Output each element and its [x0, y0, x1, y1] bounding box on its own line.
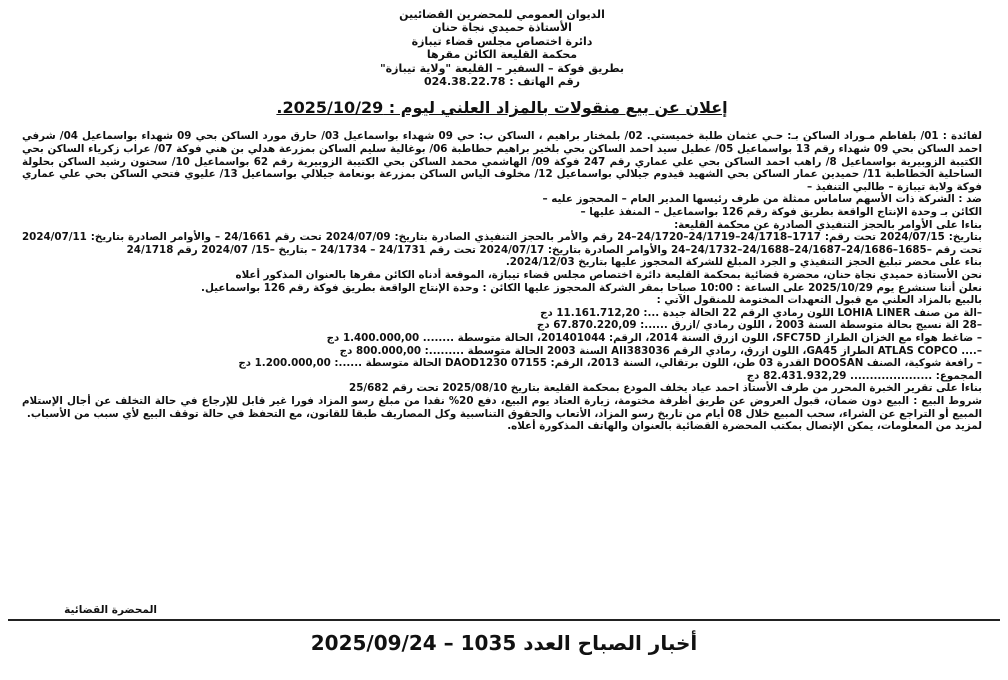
signature: المحضرة القضائية [64, 604, 157, 616]
body-paragraph: ضد : الشركة ذات الأسهم ساماس ممثلة من طرف رئيسها المدير العام – المحجوز عليه – [542, 193, 982, 206]
header-line-4: محكمة القليعة الكائن مقرها [426, 48, 578, 62]
item-line: – رافعة شوكية، الصنف DOOSAN القدرة 03 طن، اللون برتقالي، السنة 2013، الرقم: DAOD1230 07155 الحالة متوسطة ......: 1.200.000,00 دج [238, 357, 982, 370]
total-line: المجموع: ..................... 82.431.932,29 دج [746, 369, 982, 382]
auction-notice [22, 8, 982, 616]
header-line-3: دائرة اختصاص مجلس قضاء تيبازة [411, 34, 593, 48]
contact-line: لمزيد من المعلومات، يمكن الإتصال بمكتب المحضرة القضائية بالعنوان والهاتف المذكورة أعلاه. [507, 420, 982, 433]
item-line: – ضاغط هواء مع الخزان الطراز SFC75D، اللون ازرق السنة 2014، الرقم: 201401044، الحالة متوسطة ........ 1.400.000,00 دج [326, 331, 982, 344]
notice-title: إعلان عن بيع منقولات بالمزاد العلني ليوم : 2025/10/29. [276, 98, 728, 118]
body-paragraph: بتاريخ: 2024/07/15 تحت رقم: 1717–24/1718–24/1719–24/1720–24 رقم والأمر بالحجز التنفيذي الصادرة بتاريخ: 2024/07/09 تحت رقم 24/1661 – والأوامر الصادرة بتاريخ: 2024/07/11 تحت رقم –1685–24/1686–24/1687–24/1688–24/1732–24 والأوامر الصادرة بتاريخ: 2024/07/17 تحت رقم 24/1731 – 24/1734 – بتاريخ –15/ 2024/07 رقم 24/1718 [22, 231, 982, 256]
body-paragraph: بناءا على الأوامر بالحجز التنفيذي الصادرة عن محكمة القليعة: [674, 218, 982, 231]
item-line: –الة من صنف LOHIA LINER اللون رمادي الرقم 22 الحالة جيدة ...: 11.161.712,20 دج [540, 306, 982, 319]
header-line-1: الديوان العمومي للمحضرين القضائيين [399, 8, 605, 21]
body-paragraph: بناءا على تقرير الخبرة المحرر من طرف الأستاذ احمد عياد يخلف المودع بمحكمة القليعة بتاريخ 2025/08/10 تحت رقم 25/682 [349, 382, 982, 395]
body-paragraph: نحن الأستاذة حميدي نجاة حنان، محضرة قضائية بمحكمة القليعة دائرة اختصاص مجلس قضاء تيبازة، الموقعة أدناه الكائن مقرها بالعنوان المذكور أعلاه [235, 268, 982, 281]
notice-header [22, 8, 982, 88]
header-line-6: رقم الهاتف : 024.38.22.78 [424, 75, 580, 89]
sale-conditions: شروط البيع : البيع دون ضمان، قبول العروض عن طريق أظرفة مختومة، زيارة العتاد يوم البيع، دفع 20% نقدا من مبلغ رسو المزاد فورا غير قابل للإرجاع في حالة التخلف عن أجال الإستلام المبيع أو التراجع عن الشراء، سحب المبيع خلال 08 أيام من تاريخ رسو المزاد، الأتعاب والحقوق التناسبية وكل المصاريف طبقا للقانون، مع التحفظ في حالة توقف البيع لأي سبب من الأسباب. [22, 394, 983, 420]
body-paragraph: بناء على محضر تبليغ الحجز التنفيذي و الجرد المبلغ للشركة المحجوز عليها بتاريخ 2024/12/03. [505, 256, 982, 269]
body-paragraph: لفائدة : 01/ بلفاطم مـوراد الساكن بـ: حـي عثمان طلبة خميستي. 02/ بلمختار براهيم ، الساكن ب: حي 09 شهداء بواسماعيل 03/ حارق مورد الساكن بحي 09 شهداء بواسماعيل 04/ شرفي احمد الساكن بحي 09 شهداء رقم 13 بواسماعيل 05/ عطيل سيد احمد الساكن بحي بلخير براهيم حطاطبة 06/ بوغالية سليم الساكن بمزرعة هدلي بن هني فوكة 07/ عراب زكرياء الساكن بحي الكتيبة الزوبيرية بواسماعيل 8/ راهب احمد الساكن بحي علي عماري رقم 247 فوكة 09/ الهاشمي محمد الساكن بحي الكتيبة الزوبيرية رقم 62 بواسماعيل 10/ سحنون رشيد الساكن بحلولة الساحلية الخطاطبة 11/ حميدين عمار الساكن بحي الشهيد قيدوم جيلالي بواسماعيل 12/ مخلوف الياس الساكن بمزرعة بونعامة جيلالي بواسماعيل 13/ عليوي فتحي الساكن بحي علي عماري فوكة ولاية تيبازة – طالبي التنفيذ – [22, 130, 982, 193]
header-line-2: الأستاذة حميدي نجاة حنان [432, 21, 572, 35]
body-paragraph: الكائن بـ وحدة الإنتاج الواقعة بطريق فوكة رقم 126 بواسماعيل – المنفذ عليها – [580, 206, 982, 218]
notice-body [22, 130, 982, 432]
header-line-5: بطريق فوكة – السفير – القليعة "ولاية تيبازة" [379, 61, 625, 75]
footer-divider [8, 619, 1000, 621]
body-paragraph: نعلن أننا سنشرع يوم 2025/10/29 على الساعة : 10:00 صباحا بمقر الشركة المحجوز عليها الكائن : وحدة الإنتاج الواقعة بطريق فوكة رقم 126 بواسماعيل. [201, 281, 982, 294]
newspaper-footer: أخبار الصباح العدد 1035 – 2025/09/24 [310, 631, 698, 655]
body-paragraph: بالبيع بالمزاد العلني مع قبول التعهدات المختومة للمنقول الآتي : [656, 294, 982, 307]
item-line: –.... ATLAS COPCO الطراز GA45، اللون ازرق، رمادي الرقم AII383036 السنة 2003 الحالة متوسطة .........: 800.000,00 دج [339, 344, 982, 357]
item-line: –28 الة نسيج بحالة متوسطة السنة 2003 ، اللون رمادي /ازرق ......: 67.870.220,09 دج [536, 319, 982, 332]
